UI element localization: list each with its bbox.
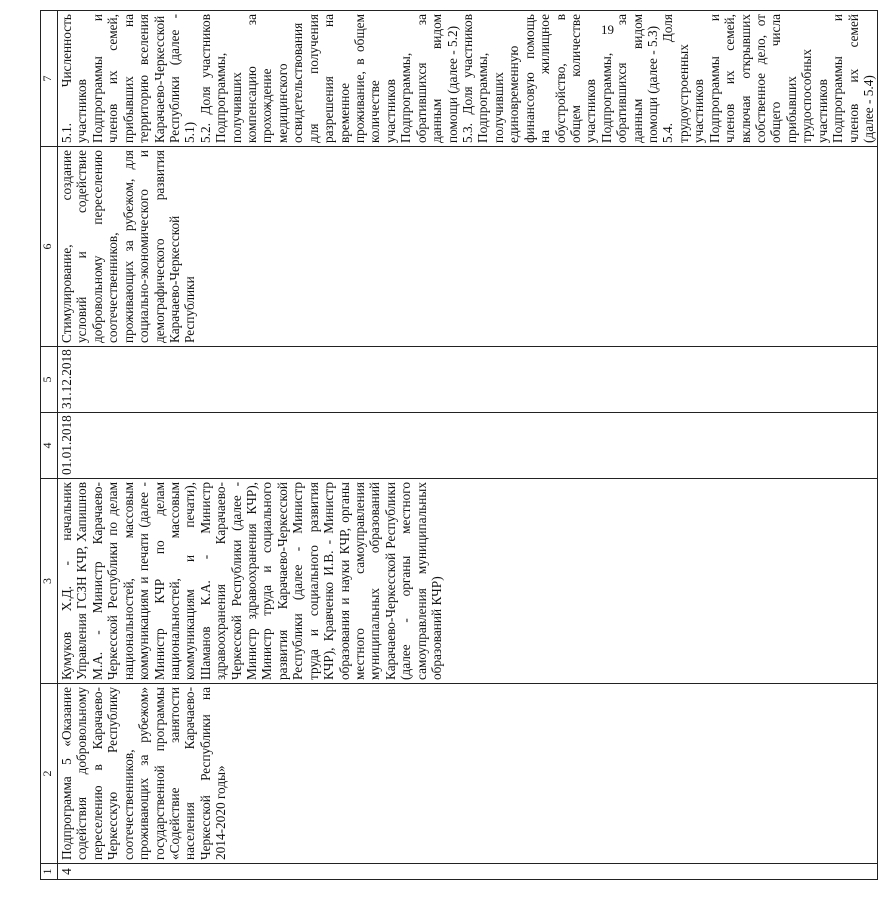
row-number: 4 <box>58 864 878 880</box>
header-cell-2: 2 <box>41 684 58 864</box>
header-cell-4: 4 <box>41 413 58 479</box>
indicators: 5.1. Численность участников Подпрограммы и членов их семей, прибывших на территорию вселения Карачаево-Черкесской Республики (далее - 5.1) 5.2. Доля участников Подпрограммы, получивших компенсацию за прохождение медицинского освидетельствования для получения разрешения на временное проживание, в общем количестве участников Подпрограммы, обратившихся за данным видом помощи (далее - 5.2) 5.3. Доля участников Подпрограммы, получивших единовременную финансовую помощь на жилищное обустройство, в общем количестве участников Подпрограммы, обратившихся за данным видом помощи (далее - 5.3) 5.4. Доля трудоустроенных участников Подпрограммы и членов их семей, включая открывших собственное дело, от общего числа прибывших трудоспособных участников Подпрограммы и членов их семей (далее - 5.4) <box>58 11 878 147</box>
header-cell-6: 6 <box>41 147 58 347</box>
end-date: 31.12.2018 <box>58 347 878 413</box>
subprogram-name: Подпрограмма 5 «Оказание содействия добровольному переселению в Карачаево-Черкесскую Республику соотечественников, проживающих за рубежом» государственной программы «Содействие занятости населения Карачаево-Черкесской Республики на 2014-2020 годы» <box>58 684 878 864</box>
header-cell-7: 7 <box>41 11 58 147</box>
header-row <box>41 11 58 880</box>
header-cell-5: 5 <box>41 347 58 413</box>
header-cell-3: 3 <box>41 479 58 684</box>
goal-description: Стимулирование, создание условий и содействие добровольному переселению соотечественников, проживающих за рубежом, для социально-экономического и демографического развития Карачаево-Черкесской Республики <box>58 147 878 347</box>
start-date: 01.01.2018 <box>58 413 878 479</box>
page-number: 19 <box>601 22 614 37</box>
responsible-persons: Кумуков Х.Д. - начальник Управления ГСЗН КЧР, Хапишнов М.А. - Министр Карачаево-Черкесской Республики по делам национальностей, массовым коммуникациям и печати (далее - Министр КЧР по делам национальностей, массовым коммуникациям и печати), Шаманов К.А. - Министр здравоохранения Карачаево-Черкесской Республики (далее - Министр здравоохранения КЧР), Министр труда и социального развития Карачаево-Черкесской Республики (далее - Министр труда и социального развития КЧР), Кравченко И.В. - Министр образования и науки КЧР, органы местного самоуправления муниципальных образований Карачаево-Черкесской Республики (далее - органы местного самоуправления муниципальных образований КЧР) <box>58 479 878 684</box>
table-row <box>58 11 878 880</box>
header-cell-1: 1 <box>41 864 58 880</box>
program-table <box>40 10 878 880</box>
